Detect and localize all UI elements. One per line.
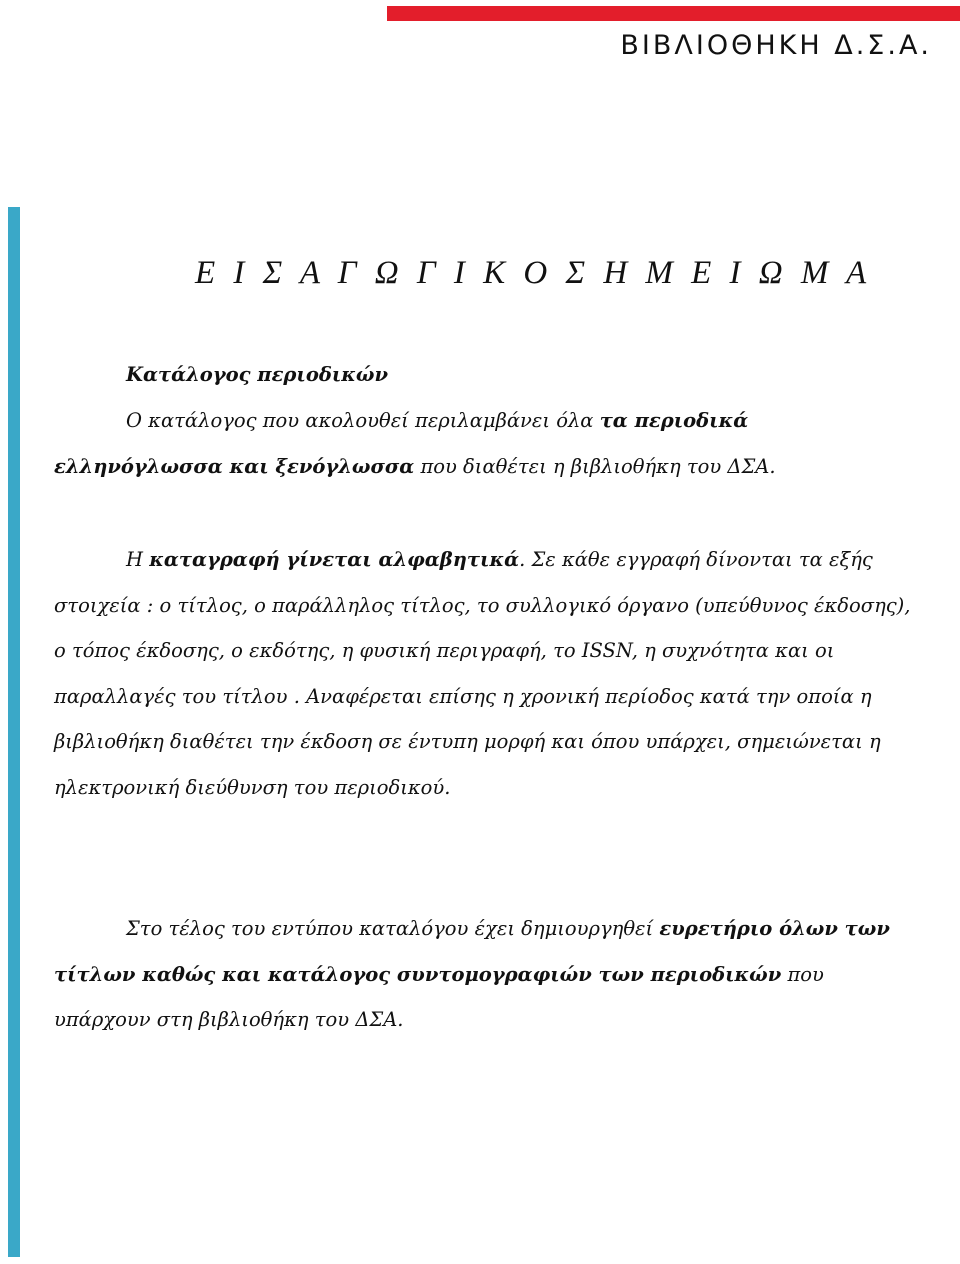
index-bold-text: ευρετήριο όλων των τίτλων καθώς και κατάλογος συντομογραφιών των περιοδικών <box>54 917 890 986</box>
method-paragraph <box>54 537 914 810</box>
page-title: Ε Ι Σ Α Γ Ω Γ Ι Κ Ο Σ Η Μ Ε Ι Ω Μ Α <box>195 255 872 291</box>
library-header-title: ΒΙΒΛΙΟΘΗΚΗ Δ.Σ.Α. <box>620 30 932 61</box>
section-title-text: Κατάλογος περιοδικών <box>126 363 388 386</box>
sidebar-accent-bar <box>8 207 20 1257</box>
intro-paragraph <box>54 398 914 489</box>
method-text-2: . Σε κάθε εγγραφή δίνονται τα εξής στοιχεία : ο τίτλος, ο παράλληλος τίτλος, το συλλογικό όργανο (υπεύθυνος έκδοσης), ο τόπος έκδοσης, ο εκδότης, η φυσική περιγραφή, το ISSN, η συχνότητα και οι παραλλαγές του τίτλου . Αναφέρεται επίσης η χρονική περίοδος κατά την οποία η βιβλιοθήκη διαθέτει την έκδοση σε έντυπη μορφή και όπου υπάρχει, σημειώνεται η ηλεκτρονική διεύθυνση του περιοδικού. <box>54 548 911 799</box>
section-title <box>54 352 914 398</box>
intro-bold-text: τα περιοδικά ελληνόγλωσσα και ξενόγλωσσα <box>54 409 749 478</box>
method-text-1: Η <box>126 548 150 571</box>
index-text-1: Στο τέλος του εντύπου καταλόγου έχει δημιουργηθεί <box>126 917 660 940</box>
index-text-2: που υπάρχουν στη βιβλιοθήκη του ΔΣΑ. <box>54 962 824 1031</box>
index-paragraph <box>54 906 914 1043</box>
method-bold-text: καταγραφή γίνεται αλφαβητικά <box>149 548 520 571</box>
header-accent-bar <box>387 6 960 21</box>
intro-text-1: Ο κατάλογος που ακολουθεί περιλαμβάνει όλα <box>126 409 600 432</box>
intro-text-2: που διαθέτει η βιβλιοθήκη του ΔΣΑ. <box>414 454 776 478</box>
